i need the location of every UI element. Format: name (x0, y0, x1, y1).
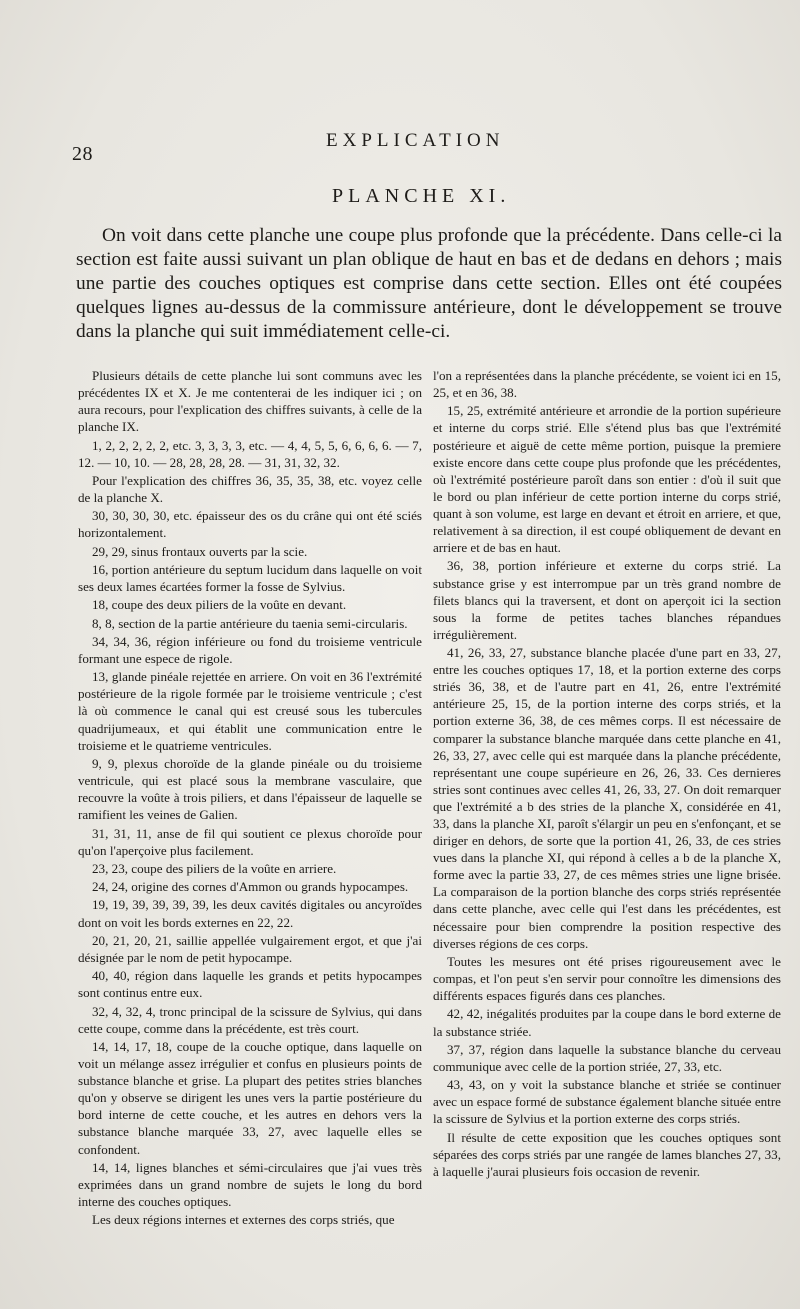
left-column (78, 367, 422, 1230)
paragraph: 23, 23, coupe des piliers de la voûte en arriere. (92, 860, 337, 876)
paragraph-continued: l'on a représentées dans la planche précédente, se voient ici en 15, 25, et en 36, 38. (433, 368, 781, 401)
paragraph: 13, glande pinéale rejettée en arriere. On voit en 36 l'extrémité postérieure de la rigole formée par le troisieme ventricule ; c'est là où commence le canal qui est creusé sous les tubercules quadrijumeaux, et qui établit une communication entre le troisieme et le quatrieme ventricules. (78, 669, 422, 753)
right-column (433, 367, 781, 1181)
paragraph: 31, 31, 11, anse de fil qui soutient ce plexus choroïde pour qu'on l'aperçoive plus facilement. (78, 825, 422, 858)
paragraph: 36, 38, portion inférieure et externe du corps strié. La substance grise y est interrompue par un très grand nombre de filets blancs qui la traversent, et dont on aperçoit ici la section sous la forme de petites taches blanches répandues irrégulièrement. (433, 558, 781, 642)
paragraph: Les deux régions internes et externes des corps striés, que (92, 1212, 395, 1228)
paragraph: 24, 24, origine des cornes d'Ammon ou grands hypocampes. (92, 879, 409, 895)
paragraph: 14, 14, 17, 18, coupe de la couche optique, dans laquelle on voit un mélange assez irrégulier et confus en plusieurs points de substance blanche et grise. La plupart des petites stries blanches qu'on y observe se dirigent les unes vers la partie postérieure du bord interne de cette couche, et les autres en dehors vers la substance blanche marquée 33, 27, avec laquelle elles se confondent. (78, 1038, 422, 1157)
paragraph: Pour l'explication des chiffres 36, 35, 35, 38, etc. voyez celle de la planche X. (78, 472, 422, 506)
paragraph: 30, 30, 30, 30, etc. épaisseur des os du crâne qui ont été sciés horizontalement. (78, 508, 422, 541)
paragraph: 37, 37, région dans laquelle la substance blanche du cerveau communique avec celle de la portion striée, 27, 33, etc. (433, 1041, 781, 1074)
paragraph: 8, 8, section de la partie antérieure du taenia semi-circularis. (92, 615, 408, 631)
plate-title: PLANCHE XI. (332, 185, 511, 207)
paragraph: 42, 42, inégalités produites par la coupe dans le bord externe de la substance striée. (433, 1006, 781, 1039)
paragraph: 9, 9, plexus choroïde de la glande pinéale ou du troisieme ventricule, qui est placé sous la membrane vasculaire, que recouvre la voûte à trois piliers, et dans l'épaisseur de laquelle se ramifient les veines de Galien. (78, 755, 422, 823)
paragraph: 15, 25, extrémité antérieure et arrondie de la portion supérieure et interne du corps strié. Elle s'étend plus bas que l'extrémité postérieure et aiguë de cette même portion, puisque la premiere existe encore dans cette coupe plus profonde que les précédentes, où l'extrémité postérieure paroît dans son entier : d'où il suit que le bord ou plan inférieur de cette portion interne du corps strié, quant à son volume, est large en devant et étroit en arriere, et que, relativement à sa direction, il est coupé obliquement de devant en arriere et de bas en haut. (433, 403, 781, 556)
page-number: 28 (72, 143, 93, 165)
paragraph: 34, 34, 36, région inférieure ou fond du troisieme ventricule formant une espece de rigole. (78, 633, 422, 666)
paragraph: 14, 14, lignes blanches et sémi-circulaires que j'ai vues très exprimées dans un grand nombre de sujets le long du bord interne des couches optiques. (78, 1159, 422, 1209)
paragraph: 40, 40, région dans laquelle les grands et petits hypocampes sont continus entre eux. (78, 968, 422, 1001)
paragraph: 16, portion antérieure du septum lucidum dans laquelle on voit ses deux lames écartées former la fosse de Sylvius. (78, 561, 422, 595)
paragraph: 19, 19, 39, 39, 39, 39, les deux cavités digitales ou ancyroïdes dont on voit les bords externes en 22, 22. (78, 897, 422, 930)
paragraph: 20, 21, 20, 21, saillie appellée vulgairement ergot, et que j'ai désignée par le nom de petit hypocampe. (78, 932, 422, 965)
paragraph: 18, coupe des deux piliers de la voûte en devant. (92, 597, 347, 613)
paragraph: 43, 43, on y voit la substance blanche et striée se continuer avec un espace formé de substance également blanche située entre la scissure de Sylvius et la portion externe des corps striés. (433, 1077, 781, 1127)
paragraph: 32, 4, 32, 4, tronc principal de la scissure de Sylvius, qui dans cette coupe, comme dans la précédente, est très court. (78, 1003, 422, 1036)
section-heading: EXPLICATION (326, 130, 505, 151)
paragraph: Il résulte de cette exposition que les couches optiques sont séparées des corps striés par une rangée de lames blanches 27, 33, à laquelle j'aurai plusieurs fois occasion de revenir. (433, 1129, 781, 1179)
paragraph: Toutes les mesures ont été prises rigoureusement avec le compas, et l'on peut s'en servir pour connoître les dimensions des différents espaces figurés dans ces planches. (433, 953, 781, 1004)
paragraph: 41, 26, 33, 27, substance blanche placée d'une part en 33, 27, entre les couches optiques 17, 18, et la portion externe des corps striés 36, 38, et de l'autre part en 41, 26, entre l'extrémité antérieure 25, 15, de la portion interne des corps striés, et la portion externe 36, 38, de ces mêmes corps. Il est nécessaire de comparer la substance blanche marquée dans cette planche en 41, 26, 33, 27, avec celle qui est marquée dans la planche précédente, représentant une coupe supérieure en 26, 26, 33. Ces dernieres stries sont continues avec celles 41, 26, 33, 27. On doit remarquer que l'extrémité a b des stries de la planche X, considérée en 41, 33, dans la planche XI, paroît s'élargir un peu en s'enfonçant, et se diriger en dehors, de sorte que la portion 41, 26, 33, de ces stries vues dans la planche XI, qui répond à celles a b de la planche X, forme avec la partie 33, 27, de ces mêmes stries une ligne brisée. La comparaison de la portion blanche des corps striés représentée dans cette planche, avec celle qui l'est dans les précédentes, est nécessaire pour bien comprendre la position respective des diverses régions de ces corps. (433, 645, 781, 951)
paragraph: 29, 29, sinus frontaux ouverts par la scie. (92, 543, 308, 559)
paragraph: Plusieurs détails de cette planche lui sont communs avec les précédentes IX et X. Je me contenterai de les indiquer ici ; on aura recours, pour l'explication des chiffres suivants, à celle de la planche IX. (78, 368, 422, 435)
intro-paragraph: On voit dans cette planche une coupe plus profonde que la précédente. Dans celle-ci la section est faite aussi suivant un plan oblique de haut en bas et de dedans en dehors ; mais une partie des couches optiques est comprise dans cette section. Elles ont été coupées quelques lignes au-dessus de la commissure antérieure, dont le développement se trouve dans la planche qui suit immédiatement celle-ci. (76, 225, 782, 342)
paragraph: 1, 2, 2, 2, 2, 2, etc. 3, 3, 3, 3, etc. — 4, 4, 5, 5, 6, 6, 6, 6. — 7, 12. — 10, 10. — 28, 28, 28, 28. — 31, 31, 32, 32. (78, 437, 422, 470)
